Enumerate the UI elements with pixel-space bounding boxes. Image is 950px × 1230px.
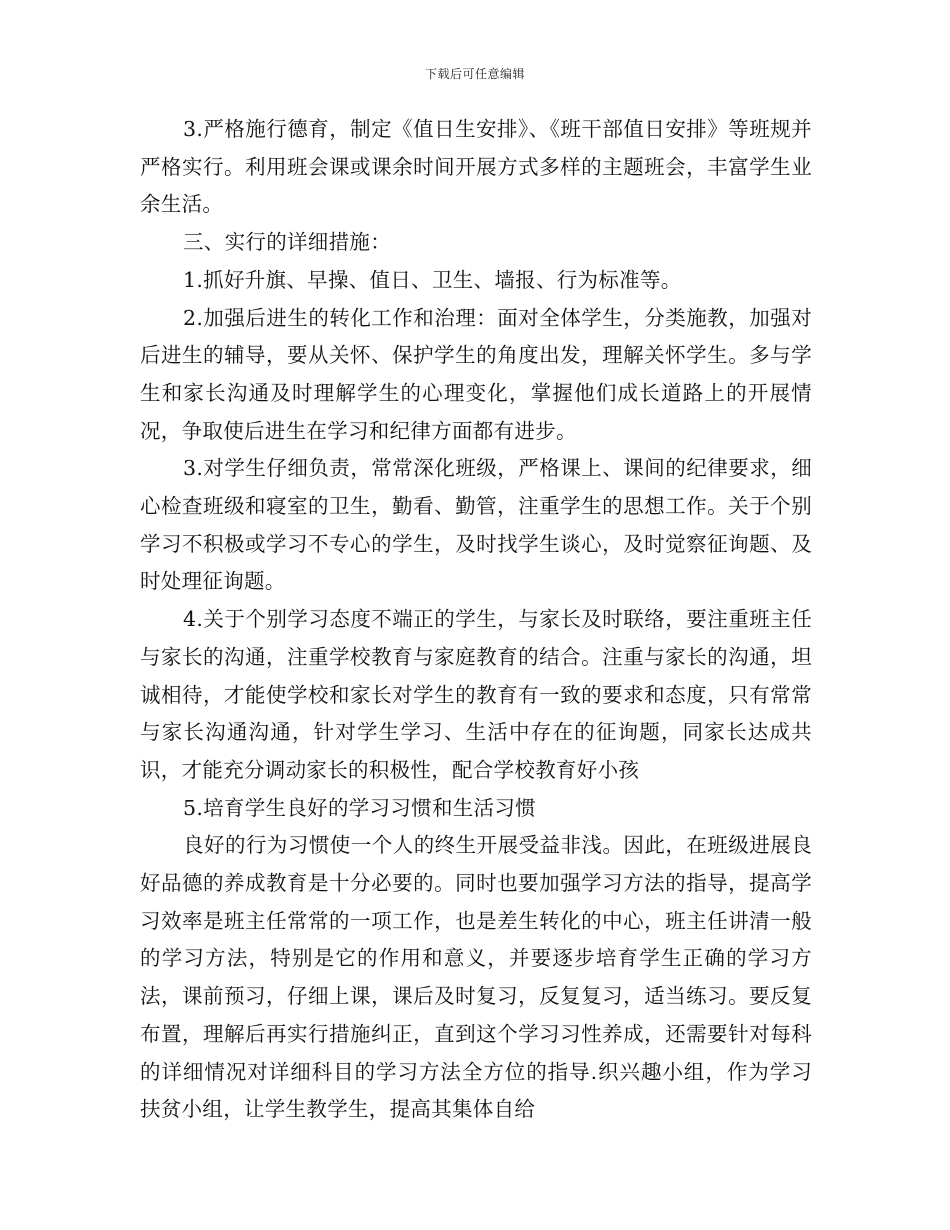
paragraph-measure-5-title: 5.培育学生良好的学习习惯和生活习惯 [183,795,536,820]
paragraph-moral-education: 3.严格施行德育，制定《值日生安排》、《班干部值日安排》等班规并严格实行。利用班会课或课余时间开展方式多样的主题班会，丰富学生业余生活。 [140,117,812,217]
section-heading-measures: 三、实行的详细措施： [183,230,391,255]
paragraph-measure-3: 3.对学生仔细负责，常常深化班级，严格课上、课间的纪律要求，细心检查班级和寝室的卫生，勤看、勤管，注重学生的思想工作。关于个别学习不积极或学习不专心的学生，及时找学生谈心，及时觉察征询题、及时处理征询题。 [140,456,812,594]
page-header: 下载后可任意编辑 [424,67,525,81]
paragraph-measure-1: 1.抓好升旗、早操、值日、卫生、墙报、行为标准等。 [183,267,682,292]
document-body [140,111,812,1129]
paragraph-measure-2: 2.加强后进生的转化工作和治理：面对全体学生，分类施教，加强对后进生的辅导，要从关怀、保护学生的角度出发，理解关怀学生。多与学生和家长沟通及时理解学生的心理变化，掌握他们成长道路上的开展情况，争取使后进生在学习和纪律方面都有进步。 [140,305,812,443]
paragraph-habits: 良好的行为习惯使一个人的终生开展受益非浅。因此，在班级进展良好品德的养成教育是十分必要的。同时也要加强学习方法的指导，提高学习效率是班主任常常的一项工作，也是差生转化的中心，班主任讲清一般的学习方法，特别是它的作用和意义，并要逐步培育学生正确的学习方法，课前预习，仔细上课，课后及时复习，反复复习，适当练习。要反复布置，理解后再实行措施纠正，直到这个学习习性养成，还需要针对每科的详细情况对详细科目的学习方法全方位的指导.织兴趣小组，作为学习扶贫小组，让学生教学生，提高其集体自给 [140,833,812,1122]
paragraph-measure-4: 4.关于个别学习态度不端正的学生，与家长及时联络，要注重班主任与家长的沟通，注重学校教育与家庭教育的结合。注重与家长的沟通，坦诚相待，才能使学校和家长对学生的教育有一致的要求和态度，只有常常与家长沟通沟通，针对学生学习、生活中存在的征询题，同家长达成共识，才能充分调动家长的积极性，配合学校教育好小孩 [140,607,812,782]
